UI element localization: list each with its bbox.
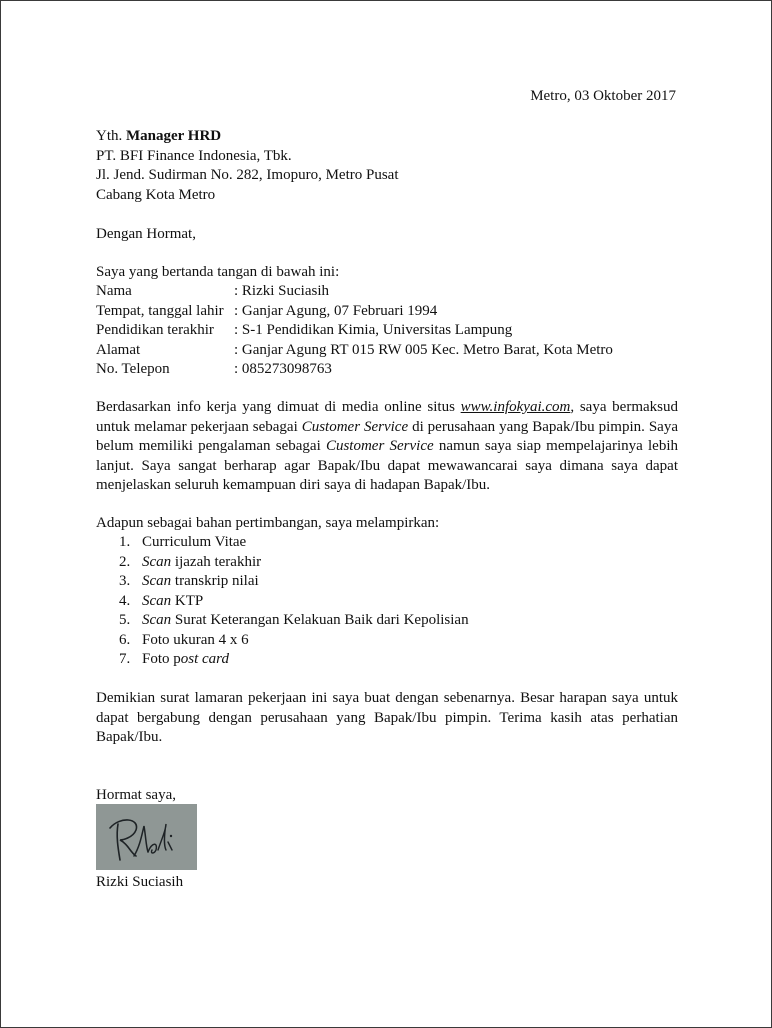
body-paragraph-2: Demikian surat lamaran pekerjaan ini saya buat dengan sebenarnya. Besar harapan saya untuk dapat bergabung dengan perusahaan yang Bapak/Ibu pimpin. Terima kasih atas perhatian Bapak/Ibu.: [96, 690, 678, 745]
list-item: [119, 533, 469, 553]
list-item: [119, 611, 469, 631]
list-text: [142, 611, 469, 631]
list-rest: Foto p: [142, 651, 181, 667]
list-number: 7.: [119, 651, 131, 667]
list-text: [142, 553, 261, 573]
signature-image: [96, 804, 197, 870]
signature-scribble: [96, 804, 197, 870]
list-item: [119, 572, 469, 592]
recipient-company: PT. BFI Finance Indonesia, Tbk.: [96, 147, 292, 164]
recipient-title: Manager HRD: [126, 128, 222, 144]
signer-name: Rizki Suciasih: [96, 874, 184, 890]
list-text: [142, 592, 203, 612]
body1-text: , saya bermaksud untuk melamar pekerjaan sebagai: [96, 399, 678, 435]
info-value: : 085273098763: [234, 361, 332, 377]
greeting: Dengan Hormat,: [96, 226, 196, 242]
letter-date: Metro, 03 Oktober 2017: [530, 88, 676, 104]
intro-line: Saya yang bertanda tangan di bawah ini:: [96, 264, 340, 280]
body1-text: namun saya siap mempelajarinya lebih lanjut. Saya sangat berharap agar Bapak/Ibu dapat mewawancarai saya dimana saya dapat menjelaskan seluruh kemampuan diri saya di hadapan Bapak/Ibu.: [96, 438, 678, 493]
info-label: Nama: [96, 283, 132, 299]
attachments-intro: Adapun sebagai bahan pertimbangan, saya melampirkan:: [96, 515, 440, 531]
list-item: [119, 650, 469, 670]
list-rest: Surat Keterangan Kelakuan Baik dari Kepolisian: [171, 612, 469, 628]
position-name: Customer Service: [325, 438, 434, 454]
info-label: Pendidikan terakhir: [96, 322, 214, 338]
list-italic: Scan: [142, 612, 172, 628]
list-text: Curriculum Vitae: [142, 534, 247, 550]
info-label: Alamat: [96, 341, 141, 358]
recipient-branch: Cabang Kota Metro: [96, 186, 216, 203]
closing: Hormat saya,: [96, 787, 176, 803]
list-item: [119, 592, 469, 612]
list-rest: transkrip nilai: [171, 573, 259, 589]
info-row-ttl: [96, 302, 613, 322]
list-number: 2.: [119, 553, 131, 570]
info-row-pendidikan: [96, 321, 613, 341]
body-paragraph-1: [96, 398, 678, 496]
source-link[interactable]: www.infokyai.com: [460, 399, 571, 415]
list-italic: Scan: [142, 573, 172, 589]
info-row-alamat: [96, 341, 613, 361]
list-number: 1.: [119, 534, 131, 550]
list-text: Foto ukuran 4 x 6: [142, 631, 249, 648]
info-value: : Rizki Suciasih: [234, 283, 329, 299]
recipient-street: Jl. Jend. Sudirman No. 282, Imopuro, Metro Pusat: [96, 167, 399, 183]
list-rest: KTP: [171, 592, 204, 609]
list-number: 3.: [119, 573, 131, 589]
position-name: Customer Service: [301, 418, 409, 435]
list-rest: ijazah terakhir: [171, 553, 262, 570]
info-label: Tempat, tanggal lahir: [96, 302, 224, 319]
salutation-prefix: Yth.: [96, 128, 123, 144]
list-number: 5.: [119, 612, 131, 628]
list-italic: Scan: [142, 553, 172, 570]
list-number: 4.: [119, 592, 131, 609]
list-number: 6.: [119, 631, 131, 648]
list-item: [119, 631, 469, 651]
list-italic: ost card: [180, 651, 229, 667]
recipient-block: [96, 127, 398, 205]
body1-text: di perusahaan yang Bapak/Ibu pimpin. Saya belum memiliki pengalaman sebagai: [96, 418, 678, 454]
info-row-nama: [96, 282, 613, 302]
list-text: [142, 572, 259, 592]
info-value: : Ganjar Agung, 07 Februari 1994: [234, 302, 438, 319]
list-item: [119, 553, 469, 573]
recipient-title-line: [96, 127, 398, 147]
applicant-info: [96, 282, 613, 380]
list-italic: Scan: [142, 592, 172, 609]
info-row-telepon: [96, 360, 613, 380]
info-value: : S-1 Pendidikan Kimia, Universitas Lampung: [234, 322, 513, 338]
attachments-list: [119, 533, 469, 670]
info-value: : Ganjar Agung RT 015 RW 005 Kec. Metro Barat, Kota Metro: [234, 341, 613, 358]
list-text: [142, 650, 229, 670]
info-label: No. Telepon: [96, 361, 170, 377]
body1-text: Berdasarkan info kerja yang dimuat di media online situs: [96, 399, 461, 415]
